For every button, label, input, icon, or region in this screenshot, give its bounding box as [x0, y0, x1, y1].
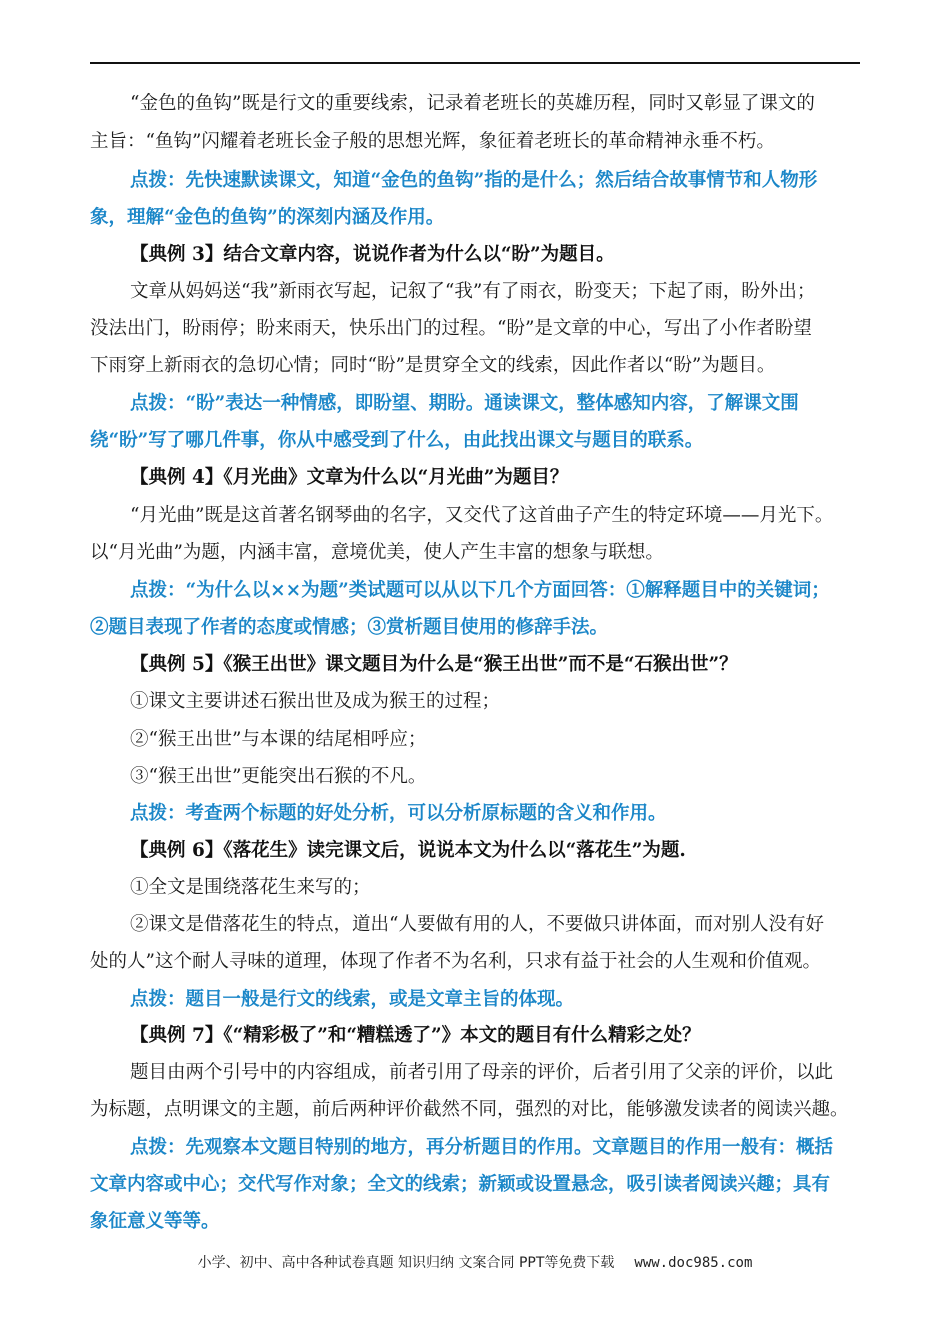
tip-line: 点拨：题目一般是行文的线索，或是文章主旨的体现。	[130, 989, 575, 1010]
paragraph-line: 以“月光曲”为题，内涵丰富，意境优美，使人产生丰富的想象与联想。	[90, 542, 664, 563]
page-footer	[0, 1254, 950, 1272]
example-heading: 【典例 6】《落花生》读完课文后，说说本文为什么以“落花生”为题.	[130, 840, 686, 861]
example-heading: 【典例 3】结合文章内容，说说作者为什么以“盼”为题目。	[130, 244, 615, 265]
paragraph-line: 下雨穿上新雨衣的急切心情；同时“盼”是贯穿全文的线索，因此作者以“盼”为题目。	[90, 355, 776, 376]
tip-line: 点拨：“盼”表达一种情感，即盼望、期盼。通读课文，整体感知内容，了解课文围	[130, 393, 799, 414]
example-heading: 【典例 4】《月光曲》文章为什么以“月光曲”为题目？	[130, 467, 569, 488]
tip-line: ②题目表现了作者的态度或情感；③赏析题目使用的修辞手法。	[90, 617, 609, 638]
tip-line: 象，理解“金色的鱼钩”的深刻内涵及作用。	[90, 207, 445, 228]
tip-line: 点拨：考查两个标题的好处分析，可以分析原标题的含义和作用。	[130, 803, 667, 824]
list-item: ①课文主要讲述石猴出世及成为猴王的过程；	[130, 691, 501, 712]
tip-line: 点拨：先快速默读课文，知道“金色的鱼钩”指的是什么；然后结合故事情节和人物形	[130, 170, 818, 191]
paragraph-line: “月光曲”既是这首著名钢琴曲的名字，又交代了这首曲子产生的特定环境——月光下。	[130, 505, 834, 526]
header-rule	[90, 62, 860, 64]
footer-text: 小学、初中、高中各种试卷真题 知识归纳 文案合同 PPT等免费下载	[197, 1255, 615, 1271]
paragraph-line: 主旨：“鱼钩”闪耀着老班长金子般的思想光辉，象征着老班长的革命精神永垂不朽。	[90, 131, 775, 152]
paragraph-line: 文章从妈妈送“我”新雨衣写起，记叙了“我”有了雨衣，盼变天；下起了雨，盼外出；	[130, 281, 816, 302]
tip-line: 点拨：“为什么以××为题”类试题可以从以下几个方面回答：①解释题目中的关键词；	[130, 580, 830, 601]
paragraph-line: “金色的鱼钩”既是行文的重要线索，记录着老班长的英雄历程，同时又彰显了课文的	[130, 93, 815, 114]
tip-line: 文章内容或中心；交代写作对象；全文的线索；新颖或设置悬念，吸引读者阅读兴趣；具有	[90, 1174, 831, 1195]
example-heading: 【典例 5】《猴王出世》课文题目为什么是“猴王出世”而不是“石猴出世”？	[130, 654, 738, 675]
tip-line: 点拨：先观察本文题目特别的地方，再分析题目的作用。文章题目的作用一般有：概括	[130, 1137, 834, 1158]
paragraph-line: 没法出门，盼雨停；盼来雨天，快乐出门的过程。“盼”是文章的中心，写出了小作者盼望	[90, 318, 812, 339]
paragraph-line: 题目由两个引号中的内容组成，前者引用了母亲的评价，后者引用了父亲的评价，以此	[130, 1062, 834, 1083]
footer-url[interactable]: www.doc985.com	[634, 1255, 753, 1271]
list-item: ②“猴王出世”与本课的结尾相呼应；	[130, 729, 427, 750]
list-item: ③“猴王出世”更能突出石猴的不凡。	[130, 766, 427, 787]
paragraph-line: 处的人”这个耐人寻味的道理，体现了作者不为名利，只求有益于社会的人生观和价值观。	[90, 951, 821, 972]
example-heading: 【典例 7】《“精彩极了”和“糟糕透了”》本文的题目有什么精彩之处？	[130, 1025, 701, 1046]
tip-line: 绕“盼”写了哪几件事，你从中感受到了什么，由此找出课文与题目的联系。	[90, 430, 704, 451]
list-item: ①全文是围绕落花生来写的；	[130, 877, 371, 898]
list-item: ②课文是借落花生的特点，道出“人要做有用的人，不要做只讲体面，而对别人没有好	[130, 914, 824, 935]
paragraph-line: 为标题，点明课文的主题，前后两种评价截然不同，强烈的对比，能够激发读者的阅读兴趣。	[90, 1099, 849, 1120]
tip-line: 象征意义等等。	[90, 1211, 220, 1232]
